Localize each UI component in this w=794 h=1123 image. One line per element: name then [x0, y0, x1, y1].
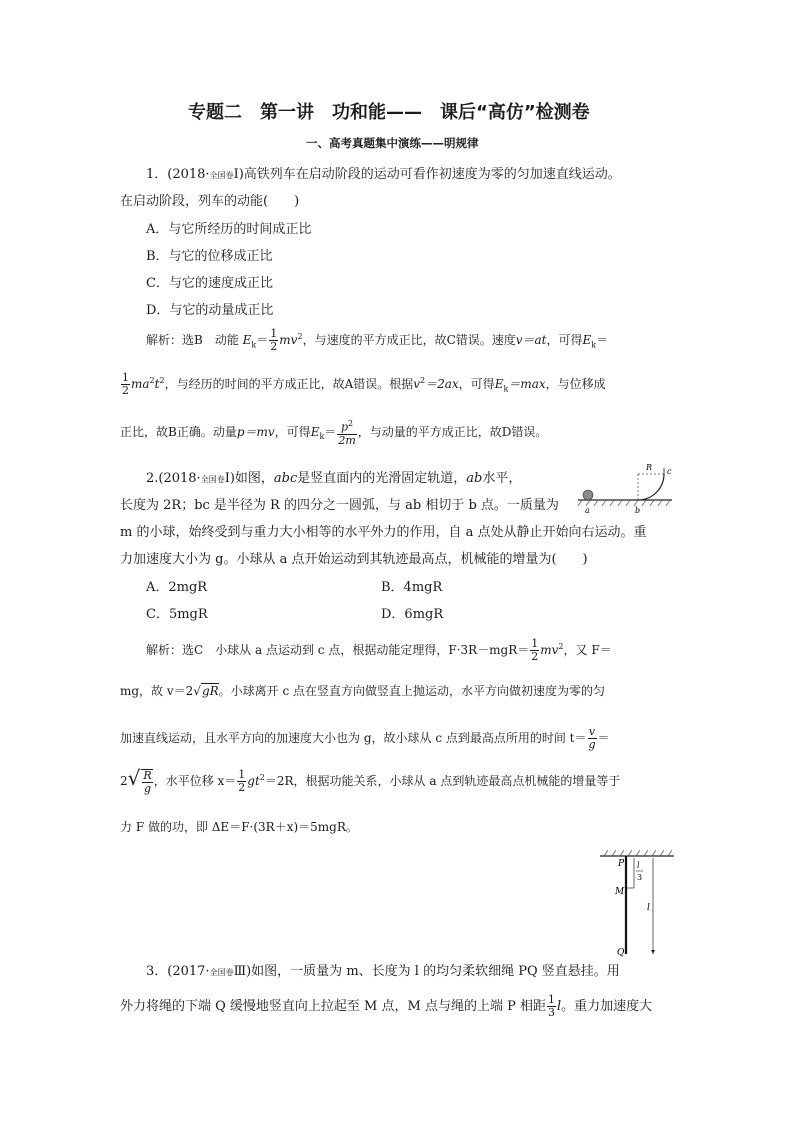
q2-solution-line5: 力 F 做的功，即 ΔE＝F·(3R＋x)＝5mgR。 — [120, 820, 358, 834]
q1-option-c: C．与它的速度成正比 — [146, 276, 273, 291]
q2-solution-line4: 2√ $\frac{R}{g}$ ，水平位移 x＝ $\frac{1}{2}$ $gt^2=2R$，根据功能关系，小球从 a 点到轨迹最高点机械能的增量等于 — [120, 766, 621, 795]
q1-stem-line2: 在启动阶段，列车的动能( ) — [120, 194, 300, 209]
q2-stem-line2: 长度为 2R；bc 是半径为 R 的四分之一圆弧，与 ab 相切于 b 点。一质量为 — [120, 498, 559, 513]
label-l: l — [647, 903, 650, 913]
label-l-third-num: l — [637, 861, 640, 870]
q2-stem-line4: 力加速度大小为 g。小球从 a 点开始运动到其轨迹最高点，机械能的增量为( ) — [120, 552, 588, 567]
label-P: P — [618, 859, 625, 869]
q2-track-diagram — [572, 460, 676, 516]
q3-rope-diagram — [598, 850, 676, 958]
q1-option-b: B．与它的位移成正比 — [146, 249, 273, 264]
ball — [583, 490, 593, 500]
q1-solution-line2: $\frac{1}{2}$ $ma^2t^2$，与经历的时间的平方成正比，故A错误。根据$v^2=2ax$，可得$E_k=\max$，与位移成 — [122, 371, 606, 397]
label-b: b — [635, 506, 641, 515]
q2-stem-line3: m 的小球，始终受到与重力大小相等的水平外力的作用，自 a 点处从静止开始向右运动。重 — [120, 525, 647, 540]
q1-solution-line1: 解析：选B 动能 $E_k=$ $\frac{1}{2}$ $mv^2$，与速度的平方成正比，故C错误。速度v＝at，可得$E_k=$ — [146, 327, 609, 353]
label-l-third-den: 3 — [637, 873, 643, 882]
q2-solution-line2: mg，故 v＝2√gR。小球离开 c 点在竖直方向做竖直上抛运动，水平方向做初速度为零的匀 — [120, 684, 606, 698]
q1-option-a: A．与它所经历的时间成正比 — [146, 222, 312, 237]
quarter-arc — [638, 474, 664, 500]
label-R: R — [646, 463, 653, 472]
q2-option-b: B．4mgR — [381, 580, 443, 595]
q2-stem-line1: 2.(2018·全国卷Ⅰ)如图，abc是竖直面内的光滑固定轨道，ab水平， — [146, 471, 522, 486]
label-a: a — [585, 506, 590, 515]
q2-option-a: A．2mgR — [146, 580, 208, 595]
q1-stem-line1: 1．(2018·全国卷Ⅰ)高铁列车在启动阶段的运动可看作初速度为零的匀加速直线运动。 — [146, 167, 621, 182]
q1-option-d: D．与它的动量成正比 — [146, 303, 274, 318]
q3-stem-line1: 3．(2017·全国卷Ⅲ)如图，一质量为 m、长度为 l 的均匀柔软细绳 PQ 竖直悬挂。用 — [146, 964, 620, 979]
q2-option-c: C．5mgR — [146, 607, 208, 622]
q3-stem-line2: 外力将绳的下端 Q 缓慢地竖直向上拉起至 M 点，M 点与绳的上端 P 相距 $\frac{1}{3}$ l。重力加速度大 — [120, 993, 653, 1019]
q2-solution-line3: 加速直线运动，且水平方向的加速度大小也为 g，故小球从 c 点到最高点所用的时间 t＝ $\frac{v}{g}$ ＝ — [120, 725, 610, 751]
label-c: c — [667, 467, 672, 476]
label-Q: Q — [617, 948, 625, 958]
q1-solution-line3: 正比，故B正确。动量p＝mv，可得$E_k=$ $\frac{p^2}{2m}$ ，与动量的平方成正比，故D错误。 — [120, 419, 548, 447]
page-title: 专题二 第一讲 功和能—— 课后“高仿”检测卷 — [188, 102, 590, 123]
section-heading: 一、高考真题集中演练——明规律 — [306, 136, 479, 150]
q2-solution-line1: 解析：选C 小球从 a 点运动到 c 点，根据动能定理得，F·3R－mgR＝ $\frac{1}{2}$ $mv^2$，又 F＝ — [146, 637, 612, 663]
q2-option-d: D．6mgR — [381, 607, 444, 622]
label-M: M — [615, 887, 625, 897]
